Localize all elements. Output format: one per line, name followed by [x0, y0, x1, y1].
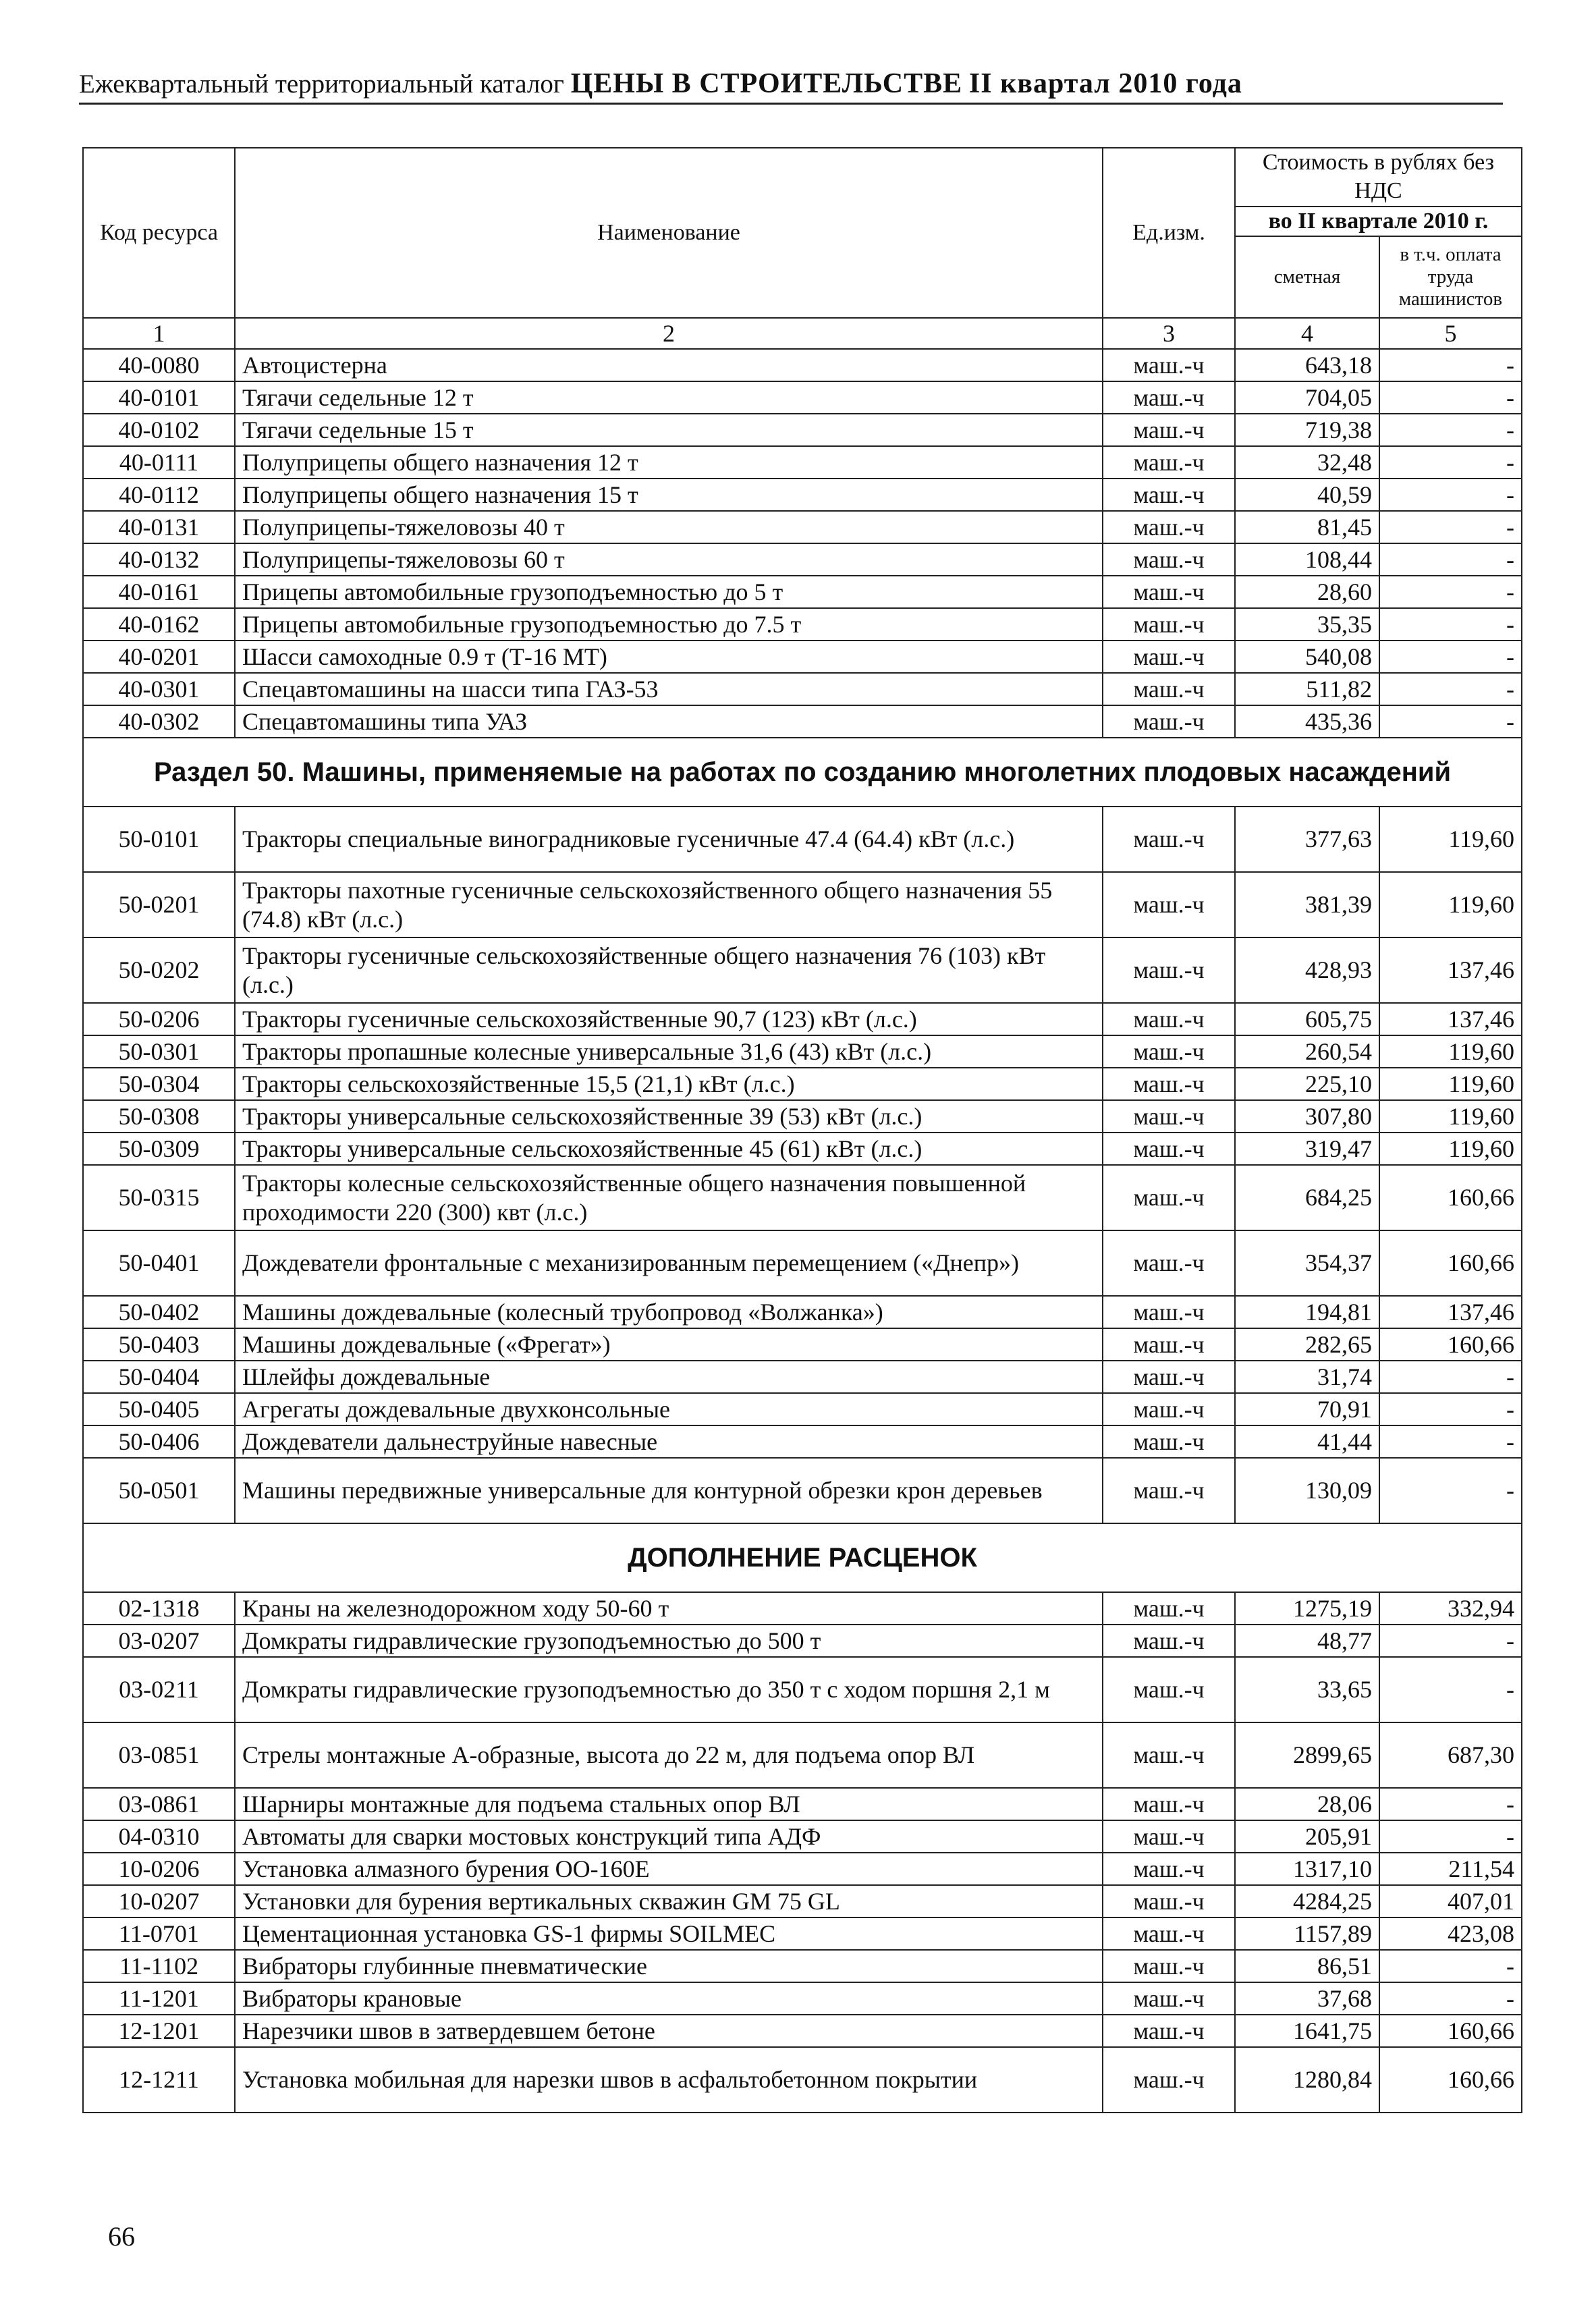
cell-name: Нарезчики швов в затвердевшем бетоне	[235, 2015, 1103, 2047]
cell-code: 50-0403	[83, 1328, 235, 1361]
table-row	[83, 1853, 1522, 1885]
cell-code: 50-0308	[83, 1100, 235, 1133]
cell-unit: маш.-ч	[1103, 1820, 1235, 1853]
cell-name: Полуприцепы общего назначения 15 т	[235, 479, 1103, 511]
cell-name: Тракторы универсальные сельскохозяйственные 39 (53) кВт (л.с.)	[235, 1100, 1103, 1133]
cell-unit: маш.-ч	[1103, 1361, 1235, 1393]
cell-labor: -	[1379, 1425, 1522, 1458]
cell-labor: 160,66	[1379, 1328, 1522, 1361]
cell-name: Полуприцепы общего назначения 12 т	[235, 446, 1103, 479]
cell-cost: 33,65	[1235, 1657, 1379, 1722]
cell-labor: -	[1379, 543, 1522, 576]
cell-cost: 643,18	[1235, 349, 1379, 381]
table-row	[83, 705, 1522, 738]
cell-name: Агрегаты дождевальные двухконсольные	[235, 1393, 1103, 1425]
header-rule	[79, 103, 1503, 105]
cell-cost: 354,37	[1235, 1230, 1379, 1296]
cell-code: 50-0406	[83, 1425, 235, 1458]
table-row	[83, 1788, 1522, 1820]
table-row	[83, 543, 1522, 576]
cell-labor: 687,30	[1379, 1722, 1522, 1788]
cell-code: 40-0101	[83, 381, 235, 414]
cell-name: Тягачи седельные 12 т	[235, 381, 1103, 414]
cell-labor: -	[1379, 1393, 1522, 1425]
cell-unit: маш.-ч	[1103, 937, 1235, 1003]
cell-labor: -	[1379, 1625, 1522, 1657]
table-row	[83, 1722, 1522, 1788]
cell-unit: маш.-ч	[1103, 414, 1235, 446]
cell-labor: 160,66	[1379, 1165, 1522, 1230]
table-row	[83, 1328, 1522, 1361]
table-row	[83, 1035, 1522, 1068]
cell-name: Тракторы пропашные колесные универсальные 31,6 (43) кВт (л.с.)	[235, 1035, 1103, 1068]
cell-unit: маш.-ч	[1103, 1853, 1235, 1885]
cell-cost: 435,36	[1235, 705, 1379, 738]
cell-labor: -	[1379, 349, 1522, 381]
cell-code: 11-1201	[83, 1982, 235, 2015]
cell-unit: маш.-ч	[1103, 1950, 1235, 1982]
cell-unit: маш.-ч	[1103, 1788, 1235, 1820]
cell-cost: 35,35	[1235, 608, 1379, 641]
col-header-cost-period: во II квартале 2010 г.	[1235, 207, 1522, 236]
section-40-rows	[83, 349, 1522, 738]
cell-cost: 605,75	[1235, 1003, 1379, 1035]
cell-cost: 37,68	[1235, 1982, 1379, 2015]
cell-code: 11-1102	[83, 1950, 235, 1982]
cell-cost: 31,74	[1235, 1361, 1379, 1393]
cell-code: 40-0111	[83, 446, 235, 479]
table-row	[83, 1003, 1522, 1035]
cell-labor: 160,66	[1379, 2015, 1522, 2047]
cell-unit: маш.-ч	[1103, 608, 1235, 641]
table-row	[83, 1982, 1522, 2015]
cell-labor: 137,46	[1379, 1296, 1522, 1328]
cell-code: 12-1201	[83, 2015, 235, 2047]
cell-name: Тракторы гусеничные сельскохозяйственные общего назначения 76 (103) кВт (л.с.)	[235, 937, 1103, 1003]
cell-cost: 2899,65	[1235, 1722, 1379, 1788]
cell-cost: 4284,25	[1235, 1885, 1379, 1917]
cell-name: Домкраты гидравлические грузоподъемностью до 350 т с ходом поршня 2,1 м	[235, 1657, 1103, 1722]
cell-labor: -	[1379, 1982, 1522, 2015]
cell-labor: -	[1379, 1458, 1522, 1523]
table-row	[83, 1458, 1522, 1523]
cell-unit: маш.-ч	[1103, 349, 1235, 381]
cell-unit: маш.-ч	[1103, 1393, 1235, 1425]
cell-unit: маш.-ч	[1103, 1100, 1235, 1133]
cell-code: 50-0404	[83, 1361, 235, 1393]
cell-code: 50-0309	[83, 1133, 235, 1165]
table-row	[83, 1950, 1522, 1982]
cell-labor: -	[1379, 1788, 1522, 1820]
cell-labor: 119,60	[1379, 1133, 1522, 1165]
table-row	[83, 1425, 1522, 1458]
header-prefix: Ежеквартальный территориальный каталог	[79, 70, 564, 99]
cell-cost: 719,38	[1235, 414, 1379, 446]
cell-code: 40-0102	[83, 414, 235, 446]
cell-unit: маш.-ч	[1103, 1458, 1235, 1523]
cell-labor: -	[1379, 479, 1522, 511]
cell-code: 10-0206	[83, 1853, 235, 1885]
cell-name: Тракторы специальные виноградниковые гусеничные 47.4 (64.4) кВт (л.с.)	[235, 807, 1103, 872]
cell-name: Машины дождевальные («Фрегат»)	[235, 1328, 1103, 1361]
cell-code: 40-0161	[83, 576, 235, 608]
cell-labor: 119,60	[1379, 1035, 1522, 1068]
cell-name: Машины дождевальные (колесный трубопровод «Волжанка»)	[235, 1296, 1103, 1328]
cell-name: Шасси самоходные 0.9 т (Т-16 МТ)	[235, 641, 1103, 673]
section-50-header	[83, 738, 1522, 807]
col-number-1: 1	[83, 318, 235, 349]
cell-cost: 194,81	[1235, 1296, 1379, 1328]
cell-labor: 332,94	[1379, 1592, 1522, 1625]
cell-cost: 1641,75	[1235, 2015, 1379, 2047]
cell-unit: маш.-ч	[1103, 1133, 1235, 1165]
cell-code: 03-0861	[83, 1788, 235, 1820]
cell-code: 50-0201	[83, 872, 235, 937]
cell-cost: 307,80	[1235, 1100, 1379, 1133]
cell-unit: маш.-ч	[1103, 1003, 1235, 1035]
cell-code: 40-0112	[83, 479, 235, 511]
cell-labor: 423,08	[1379, 1917, 1522, 1950]
cell-labor: -	[1379, 1820, 1522, 1853]
table-row	[83, 1100, 1522, 1133]
cell-labor: -	[1379, 576, 1522, 608]
cell-labor: 119,60	[1379, 1100, 1522, 1133]
table-row	[83, 1393, 1522, 1425]
cell-code: 03-0207	[83, 1625, 235, 1657]
cell-code: 10-0207	[83, 1885, 235, 1917]
cell-code: 40-0132	[83, 543, 235, 576]
cell-unit: маш.-ч	[1103, 1982, 1235, 2015]
cell-name: Спецавтомашины типа УАЗ	[235, 705, 1103, 738]
cell-unit: маш.-ч	[1103, 1657, 1235, 1722]
cell-unit: маш.-ч	[1103, 2015, 1235, 2047]
cell-unit: маш.-ч	[1103, 1722, 1235, 1788]
cell-unit: маш.-ч	[1103, 1230, 1235, 1296]
cell-unit: маш.-ч	[1103, 2047, 1235, 2113]
cell-unit: маш.-ч	[1103, 807, 1235, 872]
cell-name: Домкраты гидравлические грузоподъемностью до 500 т	[235, 1625, 1103, 1657]
table-row	[83, 673, 1522, 705]
price-table	[82, 147, 1522, 2113]
table-row	[83, 381, 1522, 414]
cell-name: Полуприцепы-тяжеловозы 60 т	[235, 543, 1103, 576]
cell-labor: 137,46	[1379, 937, 1522, 1003]
table-row	[83, 641, 1522, 673]
cell-cost: 28,06	[1235, 1788, 1379, 1820]
cell-name: Спецавтомашины на шасси типа ГАЗ-53	[235, 673, 1103, 705]
cell-unit: маш.-ч	[1103, 543, 1235, 576]
col-header-code: Код ресурса	[83, 148, 235, 318]
table-row	[83, 872, 1522, 937]
cell-cost: 428,93	[1235, 937, 1379, 1003]
cell-cost: 1280,84	[1235, 2047, 1379, 2113]
cell-name: Тракторы колесные сельскохозяйственные общего назначения повышенной проходимости 220 (300) квт (л.с.)	[235, 1165, 1103, 1230]
section-50-rows	[83, 807, 1522, 1523]
table-row	[83, 1296, 1522, 1328]
col-header-name: Наименование	[235, 148, 1103, 318]
cell-code: 03-0851	[83, 1722, 235, 1788]
cell-name: Шарниры монтажные для подъема стальных опор ВЛ	[235, 1788, 1103, 1820]
table-row	[83, 349, 1522, 381]
table-row	[83, 937, 1522, 1003]
cell-name: Машины передвижные универсальные для контурной обрезки крон деревьев	[235, 1458, 1103, 1523]
cell-code: 40-0080	[83, 349, 235, 381]
cell-unit: маш.-ч	[1103, 1592, 1235, 1625]
cell-name: Стрелы монтажные А-образные, высота до 22 м, для подъема опор ВЛ	[235, 1722, 1103, 1788]
cell-code: 50-0401	[83, 1230, 235, 1296]
cell-labor: -	[1379, 414, 1522, 446]
cell-cost: 319,47	[1235, 1133, 1379, 1165]
table-row	[83, 608, 1522, 641]
cell-unit: маш.-ч	[1103, 1328, 1235, 1361]
cell-code: 40-0131	[83, 511, 235, 543]
cell-name: Дождеватели фронтальные с механизированным перемещением («Днепр»)	[235, 1230, 1103, 1296]
cell-code: 50-0304	[83, 1068, 235, 1100]
cell-name: Автоматы для сварки мостовых конструкций типа АДФ	[235, 1820, 1103, 1853]
cell-unit: маш.-ч	[1103, 1917, 1235, 1950]
cell-cost: 86,51	[1235, 1950, 1379, 1982]
cell-code: 11-0701	[83, 1917, 235, 1950]
cell-labor: -	[1379, 641, 1522, 673]
cell-labor: -	[1379, 608, 1522, 641]
cell-name: Прицепы автомобильные грузоподъемностью до 7.5 т	[235, 608, 1103, 641]
cell-cost: 32,48	[1235, 446, 1379, 479]
cell-name: Тракторы универсальные сельскохозяйственные 45 (61) кВт (л.с.)	[235, 1133, 1103, 1165]
cell-unit: маш.-ч	[1103, 1425, 1235, 1458]
cell-unit: маш.-ч	[1103, 872, 1235, 937]
cell-labor: -	[1379, 511, 1522, 543]
cell-labor: -	[1379, 673, 1522, 705]
cell-code: 40-0302	[83, 705, 235, 738]
col-number-4: 4	[1235, 318, 1379, 349]
cell-unit: маш.-ч	[1103, 1165, 1235, 1230]
header-main-title: ЦЕНЫ В СТРОИТЕЛЬСТВЕ	[570, 68, 963, 99]
cell-labor: -	[1379, 1361, 1522, 1393]
cell-code: 40-0201	[83, 641, 235, 673]
cell-cost: 205,91	[1235, 1820, 1379, 1853]
cell-cost: 282,65	[1235, 1328, 1379, 1361]
cell-labor: 407,01	[1379, 1885, 1522, 1917]
header-period: II квартал 2010 года	[968, 68, 1242, 99]
cell-cost: 1275,19	[1235, 1592, 1379, 1625]
cell-cost: 225,10	[1235, 1068, 1379, 1100]
cell-unit: маш.-ч	[1103, 1885, 1235, 1917]
cell-cost: 40,59	[1235, 479, 1379, 511]
table-row	[83, 414, 1522, 446]
table-row	[83, 2047, 1522, 2113]
cell-name: Установка мобильная для нарезки швов в асфальтобетонном покрытии	[235, 2047, 1103, 2113]
cell-unit: маш.-ч	[1103, 673, 1235, 705]
cell-name: Автоцистерна	[235, 349, 1103, 381]
cell-code: 50-0315	[83, 1165, 235, 1230]
table-row	[83, 1625, 1522, 1657]
cell-unit: маш.-ч	[1103, 1035, 1235, 1068]
cell-cost: 377,63	[1235, 807, 1379, 872]
cell-labor: -	[1379, 705, 1522, 738]
cell-code: 02-1318	[83, 1592, 235, 1625]
cell-labor: 119,60	[1379, 872, 1522, 937]
cell-code: 40-0301	[83, 673, 235, 705]
section-title: Раздел 50. Машины, применяемые на работах по созданию многолетних плодовых насаждений	[83, 738, 1522, 807]
page-number: 66	[108, 2221, 135, 2252]
col-header-cost-group: Стоимость в рублях без НДС	[1235, 148, 1522, 207]
cell-code: 50-0402	[83, 1296, 235, 1328]
table-row	[83, 1820, 1522, 1853]
cell-unit: маш.-ч	[1103, 641, 1235, 673]
cell-unit: маш.-ч	[1103, 479, 1235, 511]
cell-labor: -	[1379, 1950, 1522, 1982]
table-row	[83, 1592, 1522, 1625]
cell-name: Установка алмазного бурения ОО-160Е	[235, 1853, 1103, 1885]
cell-cost: 1157,89	[1235, 1917, 1379, 1950]
cell-name: Тракторы гусеничные сельскохозяйственные 90,7 (123) кВт (л.с.)	[235, 1003, 1103, 1035]
cell-cost: 1317,10	[1235, 1853, 1379, 1885]
supplement-rows	[83, 1592, 1522, 2113]
cell-code: 03-0211	[83, 1657, 235, 1722]
cell-labor: 211,54	[1379, 1853, 1522, 1885]
cell-code: 50-0405	[83, 1393, 235, 1425]
cell-cost: 130,09	[1235, 1458, 1379, 1523]
table-row	[83, 1068, 1522, 1100]
col-header-labor: в т.ч. оплата труда машинистов	[1379, 236, 1522, 318]
table-row	[83, 1230, 1522, 1296]
col-header-estimate: сметная	[1235, 236, 1379, 318]
col-number-5: 5	[1379, 318, 1522, 349]
cell-name: Прицепы автомобильные грузоподъемностью до 5 т	[235, 576, 1103, 608]
table-row	[83, 576, 1522, 608]
cell-labor: -	[1379, 381, 1522, 414]
cell-cost: 704,05	[1235, 381, 1379, 414]
cell-code: 04-0310	[83, 1820, 235, 1853]
cell-name: Тягачи седельные 15 т	[235, 414, 1103, 446]
cell-unit: маш.-ч	[1103, 705, 1235, 738]
cell-labor: -	[1379, 446, 1522, 479]
table-row	[83, 479, 1522, 511]
cell-code: 40-0162	[83, 608, 235, 641]
cell-unit: маш.-ч	[1103, 1068, 1235, 1100]
cell-cost: 684,25	[1235, 1165, 1379, 1230]
cell-name: Установки для бурения вертикальных скважин GM 75 GL	[235, 1885, 1103, 1917]
cell-labor: 160,66	[1379, 2047, 1522, 2113]
table-row	[83, 2015, 1522, 2047]
cell-cost: 81,45	[1235, 511, 1379, 543]
cell-name: Тракторы пахотные гусеничные сельскохозяйственного общего назначения 55 (74.8) кВт (л.с.)	[235, 872, 1103, 937]
cell-unit: маш.-ч	[1103, 446, 1235, 479]
cell-code: 50-0202	[83, 937, 235, 1003]
cell-name: Вибраторы крановые	[235, 1982, 1103, 2015]
supplement-title: ДОПОЛНЕНИЕ РАСЦЕНОК	[83, 1523, 1522, 1592]
table-row	[83, 1133, 1522, 1165]
cell-code: 50-0501	[83, 1458, 235, 1523]
cell-unit: маш.-ч	[1103, 576, 1235, 608]
table-row	[83, 1165, 1522, 1230]
cell-labor: 137,46	[1379, 1003, 1522, 1035]
table-row	[83, 1657, 1522, 1722]
cell-name: Цементационная установка GS-1 фирмы SOILMEC	[235, 1917, 1103, 1950]
cell-labor: 119,60	[1379, 807, 1522, 872]
cell-unit: маш.-ч	[1103, 1296, 1235, 1328]
supplement-header	[83, 1523, 1522, 1592]
cell-cost: 48,77	[1235, 1625, 1379, 1657]
cell-labor: -	[1379, 1657, 1522, 1722]
cell-code: 12-1211	[83, 2047, 235, 2113]
table-row	[83, 1917, 1522, 1950]
table-row	[83, 511, 1522, 543]
col-number-2: 2	[235, 318, 1103, 349]
cell-name: Дождеватели дальнеструйные навесные	[235, 1425, 1103, 1458]
table-row	[83, 807, 1522, 872]
cell-name: Полуприцепы-тяжеловозы 40 т	[235, 511, 1103, 543]
table-row	[83, 1361, 1522, 1393]
cell-name: Шлейфы дождевальные	[235, 1361, 1103, 1393]
cell-unit: маш.-ч	[1103, 511, 1235, 543]
cell-code: 50-0301	[83, 1035, 235, 1068]
col-header-unit: Ед.изм.	[1103, 148, 1235, 318]
cell-cost: 381,39	[1235, 872, 1379, 937]
cell-cost: 540,08	[1235, 641, 1379, 673]
cell-code: 50-0206	[83, 1003, 235, 1035]
cell-cost: 511,82	[1235, 673, 1379, 705]
cell-cost: 28,60	[1235, 576, 1379, 608]
cell-cost: 260,54	[1235, 1035, 1379, 1068]
cell-name: Тракторы сельскохозяйственные 15,5 (21,1) кВт (л.с.)	[235, 1068, 1103, 1100]
cell-cost: 41,44	[1235, 1425, 1379, 1458]
col-number-3: 3	[1103, 318, 1235, 349]
table-row	[83, 1885, 1522, 1917]
cell-labor: 160,66	[1379, 1230, 1522, 1296]
cell-name: Вибраторы глубинные пневматические	[235, 1950, 1103, 1982]
table-row	[83, 446, 1522, 479]
cell-name: Краны на железнодорожном ходу 50-60 т	[235, 1592, 1103, 1625]
cell-labor: 119,60	[1379, 1068, 1522, 1100]
cell-cost: 70,91	[1235, 1393, 1379, 1425]
cell-code: 50-0101	[83, 807, 235, 872]
catalog-header	[79, 67, 1523, 100]
cell-unit: маш.-ч	[1103, 1625, 1235, 1657]
cell-unit: маш.-ч	[1103, 381, 1235, 414]
cell-cost: 108,44	[1235, 543, 1379, 576]
